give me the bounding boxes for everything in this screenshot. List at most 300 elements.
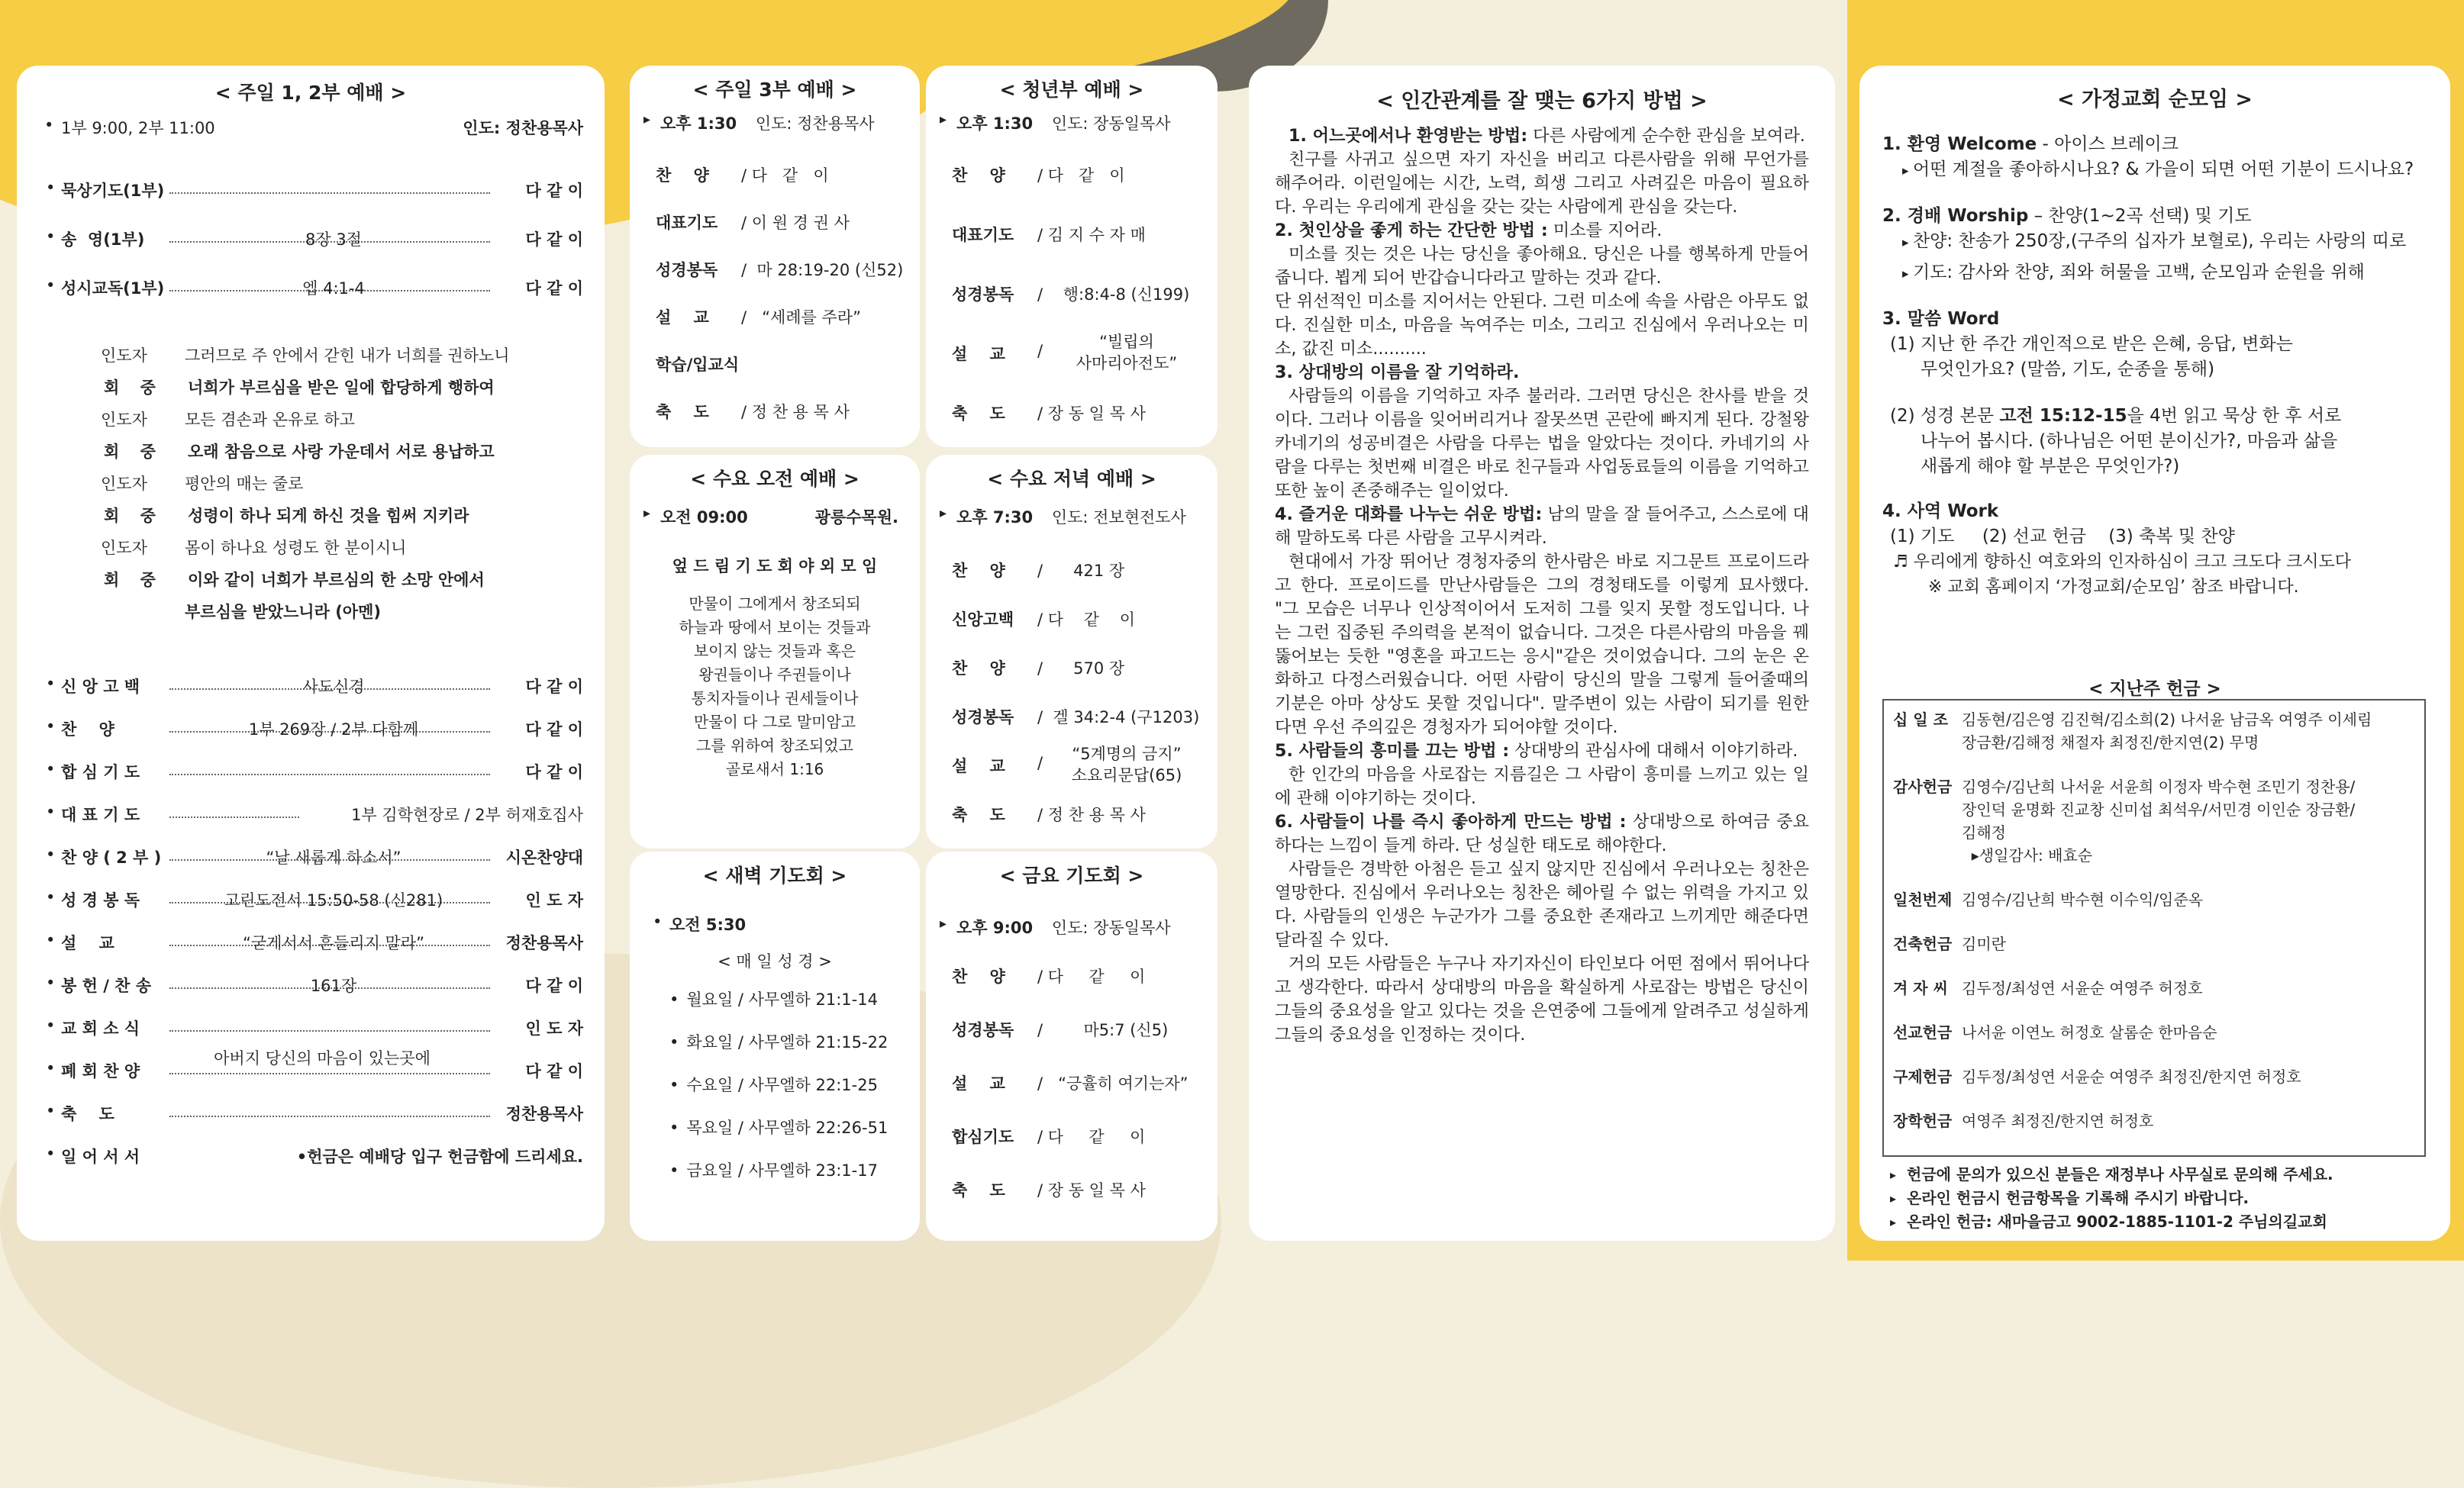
step-1-question-text: 어떤 계절을 좋아하시나요? & 가을이 되면 어떤 기분이 드시나요? [1912, 159, 2414, 179]
offering-name-line: 김영수/김난희 나서윤 서윤희 이정자 박수현 조민기 정찬용/ [1962, 778, 2356, 796]
order-value: / 마5:7 (신5) [1037, 1021, 1169, 1039]
offering-name-line: 김해정 [1962, 823, 2006, 842]
responsive-line [101, 375, 495, 398]
order-label: 성경봉독 [952, 708, 1014, 726]
offering-category: 구제헌금 [1893, 1068, 1953, 1086]
reading-text: 부르심을 받았느니라 (아멘) [185, 603, 381, 621]
order-label: 대 표 기 도 [61, 806, 140, 824]
step-4-heading: 4. 사역 Work [1882, 501, 1999, 521]
wed-morning-time-row [660, 505, 748, 528]
order-value: / [1037, 342, 1043, 360]
dawn-title: < 새벽 기도회 > [702, 865, 847, 887]
offering-name-line: 여영주 최정진/한지연 허정호 [1962, 1112, 2154, 1130]
bullet-icon: • [669, 990, 679, 1009]
bullet-icon: • [46, 717, 56, 736]
responsive-line [101, 568, 485, 591]
triangle-icon: ▸ [1890, 1168, 1897, 1182]
friday-time-row [956, 916, 1171, 939]
reading-row [669, 1158, 878, 1181]
responsive-line [101, 440, 495, 462]
order-row [656, 305, 905, 328]
order-value: / 정 찬 용 목 사 [1037, 806, 1146, 824]
dawn-subtitle: < 매 일 성 경 > [718, 952, 832, 971]
reader-label: 인도자 [101, 346, 147, 365]
home-church-body [1882, 132, 2427, 600]
order-value-line-1: “빌립의 [1099, 333, 1154, 351]
method-1-body: 친구를 사귀고 싶으면 자기 자신을 버리고 다른사람을 위해 무언가를 해주어라. 이런일에는 시간, 노력, 희생 그리고 사려깊은 마음이 필요하다. 우리는 우리에게 관심을 갖는 갖는 사람에게 관심을 갖는다. [1275, 150, 1809, 217]
bullet-icon: • [669, 1076, 679, 1094]
reading-text: 너희가 부르심을 받은 일에 합당하게 행하여 [188, 378, 495, 397]
wed-evening-time-row [956, 505, 1186, 528]
reader-label: 회 중 [104, 571, 163, 589]
order-performer: 다 같 이 [525, 720, 583, 739]
order-value: / 장 동 일 목 사 [1037, 404, 1146, 423]
verse-line: 통치자들이나 권세들이나 [691, 689, 859, 707]
reading-text: 그러므로 주 안에서 갇힌 내가 너희를 권하노니 [185, 346, 510, 365]
order-row [17, 276, 605, 299]
reader-label: 회 중 [104, 378, 163, 397]
order-label: 송 영(1부) [61, 230, 145, 249]
reading-row [669, 1073, 878, 1096]
order-row [656, 353, 905, 375]
wed-morning-time: 오전 09:00 [660, 508, 748, 527]
order-row [952, 745, 1202, 784]
offering-name-line: 김미란 [1962, 935, 2006, 953]
order-value: / 행:8:4-8 (신199) [1037, 285, 1190, 304]
order-value: / 김 지 수 자 매 [1037, 226, 1146, 244]
offering-note-text: 온라인 헌금: 새마을금고 9002-1885-1101-2 주님의길교회 [1907, 1213, 2327, 1231]
method-6-heading: 6. 사람들이 나를 즉시 좋아하게 만드는 방법 : [1275, 812, 1627, 832]
offering-names [1962, 1065, 2301, 1088]
order-label: 찬 양 [61, 720, 114, 739]
order-label: 설 교 [61, 934, 114, 952]
order-label: 축 도 [656, 403, 709, 421]
order-label: 찬 양 [656, 166, 709, 185]
method-4-heading: 4. 즐거운 대화를 나누는 쉬운 방법: [1275, 504, 1543, 524]
order-row [952, 1178, 1202, 1201]
order-value: / 장 동 일 목 사 [1037, 1181, 1146, 1200]
reading-text: 성령이 하나 되게 하신 것을 힘써 지키라 [188, 507, 469, 525]
offering-note-text: 온라인 헌금시 헌금항목을 기록해 주시기 바랍니다. [1907, 1189, 2250, 1207]
method-2-body-2: 단 위선적인 미소를 지어서는 안된다. 그런 미소에 속을 사람은 아무도 없다. 진실한 미소, 마음을 녹여주는 미소, 그리고 진심에서 우러나오는 미소, 값진 미소.......... [1275, 291, 1809, 359]
order-label: 축 도 [952, 806, 1005, 824]
youth-panel [926, 66, 1217, 447]
dotted-leader [169, 1030, 490, 1032]
order-label: 설 교 [952, 1074, 1005, 1093]
bullet-icon: • [669, 1161, 679, 1180]
step-3-heading: 3. 말씀 Word [1882, 309, 2000, 329]
step-1-question [1882, 157, 2427, 184]
bullet-icon: • [46, 1016, 56, 1035]
bullet-icon: • [46, 276, 56, 295]
order-row [656, 258, 905, 281]
order-performer: 다 같 이 [525, 763, 583, 781]
order-label: 합 심 기 도 [61, 763, 140, 781]
order-label: 대표기도 [952, 226, 1014, 244]
order-performer: 인 도 자 [525, 891, 583, 910]
order-performer: 다 같 이 [525, 230, 583, 249]
order-detail: 아버지 당신의 마음이 있는곳에 [214, 1049, 431, 1068]
sunday-time: 1부 9:00, 2부 11:00 [61, 119, 215, 137]
order-detail: 사도신경 [302, 678, 365, 696]
order-detail: 1부 김학현장로 / 2부 허재호집사 [351, 806, 583, 824]
sunday3-panel [630, 66, 920, 447]
order-row [952, 1018, 1202, 1041]
order-value-line-2: 사마리아전도” [1076, 354, 1178, 372]
order-label: 봉 헌 / 찬 송 [61, 977, 152, 995]
reader-label: 인도자 [101, 475, 147, 493]
order-row [17, 1145, 605, 1168]
order-label: 대표기도 [656, 214, 718, 232]
order-row [952, 1125, 1202, 1148]
step-4-items: (1) 기도 (2) 선교 헌금 (3) 축복 및 찬양 [1890, 527, 2235, 546]
step-1-sub: - 아이스 브레이크 [2037, 134, 2179, 154]
order-label: 합심기도 [952, 1128, 1014, 1146]
sunday3-leader: 인도: 정찬용목사 [755, 114, 875, 133]
order-value: / 다 같 이 [741, 166, 829, 185]
triangle-icon: ▸ [1890, 1215, 1897, 1229]
offering-category: 선교헌금 [1893, 1023, 1953, 1042]
order-row [656, 400, 905, 423]
order-performer: 정찬용목사 [505, 1105, 583, 1123]
dotted-leader [169, 774, 490, 775]
sunday3-title: < 주일 3부 예배 > [692, 79, 857, 101]
order-label: 축 도 [952, 404, 1005, 423]
order-row [952, 705, 1202, 728]
order-performer: •헌금은 예배당 입구 헌금함에 드리세요. [296, 1148, 583, 1166]
order-value: / 다 같 이 [1037, 166, 1125, 185]
bullet-icon: • [46, 760, 56, 778]
step-4-song: ♬ 우리에게 향하신 여호와의 인자하심이 크고 크도다 크시도다 [1893, 552, 2351, 572]
order-label: 폐 회 찬 양 [61, 1062, 140, 1081]
responsive-line [101, 504, 469, 527]
step-3-item-2-a: (2) 성경 본문 [1890, 406, 2000, 426]
order-performer: 인 도 자 [525, 1019, 583, 1038]
order-label: 찬 양 [952, 659, 1005, 678]
method-5 [1275, 739, 1809, 763]
offering-name-line: 김두정/최성연 서윤순 여영주 허정호 [1962, 979, 2203, 997]
reader-label: 인도자 [101, 411, 147, 429]
order-label: 찬 양 [952, 562, 1005, 580]
step-2-prayer-text: 기도: 감사와 찬양, 죄와 허물을 고백, 순모임과 순원을 위해 [1912, 262, 2365, 282]
order-value: / 다 같 이 [1037, 610, 1136, 629]
sunday3-time: 오후 1:30 [660, 114, 737, 133]
wed-evening-time: 오후 7:30 [956, 508, 1034, 527]
reading-text: 이와 같이 너희가 부르심의 한 소망 안에서 [188, 571, 485, 589]
method-2-summary: 미소를 지어라. [1547, 221, 1663, 240]
wed-morning-title: < 수요 오전 예배 > [690, 468, 859, 490]
offering-name-line: 장금환/김해정 채절자 최정진/한지연(2) 무명 [1962, 733, 2259, 752]
step-3-item-2b: 나누어 봅시다. (하나님은 어떤 분이신가?, 마음과 삶을 [1921, 431, 2338, 451]
step-2-prayer [1882, 260, 2427, 287]
reading-row [669, 1116, 888, 1139]
method-2-heading: 2. 첫인상을 좋게 하는 간단한 방법 : [1275, 221, 1548, 240]
sunday-service-panel [17, 66, 605, 1241]
step-4-note: ※ 교회 홈페이지 ‘가정교회/순모임’ 참조 바랍니다. [1928, 578, 2299, 597]
sunday-time-row [61, 116, 215, 139]
reading-text: 월요일 / 사무엘하 21:1-14 [686, 990, 878, 1009]
wed-morning-verse [630, 592, 920, 781]
offering-category: 십 일 조 [1893, 710, 1948, 729]
offering-name-line: 장인덕 윤명화 진교창 신미섭 최석우/서민경 이인순 장금환/ [1962, 800, 2356, 819]
order-value: / “긍휼히 여기는자” [1037, 1074, 1188, 1093]
order-row [952, 965, 1202, 987]
wed-morning-panel [630, 455, 920, 849]
verse-line: 골로새서 1:16 [725, 760, 824, 778]
reading-text: 화요일 / 사무엘하 21:15-22 [686, 1033, 889, 1052]
verse-line: 만물이 다 그로 말미암고 [693, 713, 856, 731]
order-row [952, 1071, 1202, 1094]
method-6-summary: 상대방으로 하여금 중요하다는 느낌이 들게 하라. 단 성실한 태도로 해야한다. [1275, 812, 1809, 855]
order-label: 일 어 서 서 [61, 1148, 140, 1166]
order-label: 신 앙 고 백 [61, 678, 140, 696]
step-3 [1882, 307, 2427, 332]
wed-evening-leader: 인도: 전보현전도사 [1051, 508, 1186, 527]
reading-row [669, 1030, 888, 1053]
order-row [952, 803, 1202, 826]
bullet-icon: • [46, 931, 56, 949]
method-4-body: 현대에서 가장 뛰어난 경청자중의 한사람은 바로 지그문트 프로이드라고 한다. 프로이드를 만난사람들은 그의 경청태도를 이렇게 묘사했다. "그 모습은 너무나 인상적이어서 도저히 그를 잊지 못할 정도입니다. 나는 그런 집중된 주의력을 본적이 없습니다. 그것은 다른사람의 마음을 꿰뚫어보는 듯한 "영혼을 파고드는 응시"같은 것이었습니다. 그의 눈은 온화하고 다정스러웠습니다. 어떤 사람이 당신의 말을 그렇게 들어줄때의 기분은 아마 상상도 못할 것입니다". 말주변이 있는 사람이 되기를 원한다면 우선 주의깊은 경청자가 되어야할 것이다. [1275, 552, 1809, 737]
offering-names [1962, 708, 2372, 754]
order-performer: 다 같 이 [525, 977, 583, 995]
method-3-heading: 3. 상대방의 이름을 잘 기억하라. [1275, 362, 1520, 382]
order-performer: 다 같 이 [525, 279, 583, 298]
order-label: 축 도 [61, 1105, 114, 1123]
responsive-line [101, 343, 509, 366]
order-performer: 다 같 이 [525, 678, 583, 696]
order-detail: 8장 3절 [305, 230, 362, 249]
triangle-icon: ▸ [1902, 163, 1913, 179]
verse-line: 왕권들이나 주권들이나 [698, 665, 851, 684]
step-3-item-2-c: 을 4번 읽고 묵상 한 후 서로 [2127, 406, 2342, 426]
verse-line: 만물이 그에게서 창조되되 [689, 594, 861, 613]
order-row [952, 333, 1202, 372]
order-detail: 161장 [310, 977, 357, 995]
offering-name-line: 나서윤 이연노 허정호 살롬순 한마음순 [1962, 1023, 2217, 1042]
order-detail: 1부 269장 / 2부 다함께 [248, 720, 419, 739]
order-detail: “날 새롭게 하소서” [266, 849, 402, 867]
order-value: / 정 찬 용 목 사 [741, 403, 850, 421]
order-value: / 겔 34:2-4 (구1203) [1037, 708, 1200, 726]
order-value: / 다 같 이 [1037, 968, 1146, 986]
step-2-sub: – 찬양(1~2곡 선택) 및 기도 [2028, 206, 2252, 226]
step-2-song-text: 찬양: 찬송가 250장,(구주의 십자가 보혈로), 우리는 사랑의 띠로 [1912, 231, 2407, 251]
order-performer: 시온찬양대 [505, 849, 583, 867]
order-label: 찬 양 [952, 968, 1005, 986]
order-row [952, 223, 1202, 246]
sunday-leader: 인도: 정찬용목사 [463, 119, 583, 137]
dawn-time: 오전 5:30 [669, 916, 747, 934]
reading-text: 금요일 / 사무엘하 23:1-17 [686, 1161, 878, 1180]
order-row [656, 163, 905, 186]
order-row [17, 888, 605, 911]
order-row [952, 282, 1202, 305]
offering-note [1890, 1163, 2333, 1187]
order-label: 축 도 [952, 1181, 1005, 1200]
offering-notes [1890, 1163, 2333, 1234]
offering-note [1890, 1210, 2333, 1234]
reading-text: 수요일 / 사무엘하 22:1-25 [686, 1076, 878, 1094]
friday-time: 오후 9:00 [956, 919, 1034, 937]
bullet-icon: • [46, 179, 56, 197]
offering-name-line: ▸생일감사: 배효순 [1962, 846, 2093, 865]
order-value: / 421 장 [1037, 562, 1125, 580]
step-1-heading: 1. 환영 Welcome [1882, 134, 2037, 154]
method-4-summary: 남의 말을 잘 들어주고, 스스로에 대해 말하도록 다른 사람을 고무시켜라. [1275, 504, 1809, 548]
order-row [17, 675, 605, 697]
method-5-body: 한 인간의 마음을 사로잡는 지름길은 그 사람이 흥미를 느끼고 있는 일에 관해 이야기하는 것이다. [1275, 765, 1809, 808]
order-label: 찬 양 ( 2 부 ) [61, 849, 162, 867]
youth-leader: 인도: 장동일목사 [1051, 114, 1171, 133]
offering-names [1962, 888, 2203, 911]
relations-body [1275, 124, 1809, 1047]
triangle-icon: ▸ [1902, 266, 1913, 282]
step-3-item-1b: 무엇인가요? (말씀, 기도, 순종을 통해) [1921, 359, 2215, 379]
order-row [952, 163, 1202, 186]
wed-morning-place: 광릉수목원. [814, 508, 898, 527]
offering-name-line: 김영수/김난희 박수현 이수익/임준옥 [1962, 891, 2203, 909]
step-2-heading: 2. 경배 Worship [1882, 206, 2029, 226]
relations-title: < 인간관계를 잘 맺는 6가지 방법 > [1376, 89, 1708, 113]
responsive-line [101, 407, 355, 430]
responsive-line [101, 536, 406, 559]
order-row [952, 656, 1202, 679]
method-1-heading: 1. 어느곳에서나 환영받는 방법: [1288, 126, 1528, 146]
reader-label: 인도자 [101, 539, 147, 557]
step-2 [1882, 204, 2427, 229]
youth-time: 오후 1:30 [956, 114, 1034, 133]
bullet-icon: • [46, 803, 56, 821]
friday-title: < 금요 기도회 > [999, 865, 1144, 887]
order-label: 교 회 소 식 [61, 1019, 140, 1038]
order-row [17, 1016, 605, 1039]
order-row [17, 845, 605, 868]
offering-category: 겨 자 씨 [1893, 979, 1948, 997]
order-detail: “굳게서서 흔들리지 말라” [243, 934, 424, 952]
dotted-leader [169, 1073, 490, 1074]
order-value: / “세례를 주라” [741, 308, 861, 327]
order-value-line-2: 소요리문답(65) [1071, 766, 1182, 784]
order-label: 설 교 [656, 308, 709, 327]
order-row [17, 931, 605, 954]
dotted-leader [169, 192, 490, 194]
bullet-icon: • [669, 1033, 679, 1052]
method-1 [1275, 124, 1809, 148]
order-value: / 이 원 경 권 사 [741, 214, 850, 232]
order-detail: 엡 4:1-4 [302, 279, 365, 298]
bullet-icon: • [46, 227, 56, 246]
bullet-icon: • [669, 1119, 679, 1137]
order-row [17, 760, 605, 783]
bullet-icon: • [46, 1102, 56, 1120]
method-4 [1275, 503, 1809, 550]
order-value: / 570 장 [1037, 659, 1125, 678]
wed-evening-title: < 수요 저녁 예배 > [987, 468, 1156, 490]
method-3 [1275, 361, 1809, 385]
triangle-icon: ▸ [1890, 1191, 1897, 1206]
bullet-icon: • [46, 974, 56, 992]
order-row [17, 974, 605, 997]
reading-text: 오래 참음으로 사랑 가운데서 서로 용납하고 [188, 443, 495, 461]
method-5-heading: 5. 사람들의 흥미를 끄는 방법 : [1275, 741, 1510, 761]
reading-text: 몸이 하나요 성령도 한 분이시니 [185, 539, 407, 557]
offering-names [1962, 932, 2006, 955]
step-4 [1882, 499, 2427, 524]
order-performer: 정찬용목사 [505, 934, 583, 952]
reader-label: 회 중 [104, 443, 163, 461]
responsive-line [101, 600, 381, 623]
offering-names [1962, 1110, 2153, 1132]
sunday3-time-row [660, 111, 875, 134]
order-label: 성 경 봉 독 [61, 891, 140, 910]
home-church-panel [1859, 66, 2450, 1241]
order-value-line-1: “5계명의 금지” [1072, 745, 1182, 763]
order-label: 성경봉독 [952, 1021, 1014, 1039]
order-label: 설 교 [952, 757, 1005, 775]
step-3-item-2 [1882, 404, 2427, 429]
reading-row [669, 987, 878, 1010]
home-church-title: < 가정교회 순모임 > [2056, 88, 2253, 111]
offering-category: 일천번제 [1893, 891, 1953, 909]
triangle-icon: ▸ [1902, 235, 1913, 250]
order-value: / 다 같 이 [1037, 1128, 1146, 1146]
order-row [952, 607, 1202, 630]
order-label: 학습/입교식 [656, 356, 740, 374]
order-value: / 마 28:19-20 (신52) [741, 261, 904, 279]
offering-names [1962, 977, 2203, 1000]
reading-text: 평안의 매는 줄로 [185, 475, 304, 493]
order-performer: 다 같 이 [525, 1062, 583, 1081]
method-2 [1275, 219, 1809, 243]
order-label: 묵상기도(1부) [61, 182, 165, 200]
order-row [952, 559, 1202, 581]
bullet-icon: • [46, 675, 56, 693]
step-3-item-2-passage: 고전 15:12-15 [1999, 406, 2127, 426]
bullet-icon: • [46, 888, 56, 907]
order-row [17, 227, 605, 250]
order-value: / [1037, 754, 1043, 772]
method-6-body: 사람들은 경박한 아첨은 듣고 싶지 않지만 진심에서 우러나오는 칭찬은 열망한다. 진심에서 우러나오는 칭찬은 헤아릴 수 없는 위력을 가지고 있다. 사람들의 인생은 누군가가 그를 중요한 존재라고 느끼게만 해준다면 달라질 수 있다. [1275, 859, 1809, 950]
youth-title: < 청년부 예배 > [999, 79, 1144, 101]
order-label: 성경봉독 [656, 261, 718, 279]
dawn-time-row [669, 913, 746, 936]
order-row [952, 401, 1202, 424]
bullet-icon: • [46, 845, 56, 864]
responsive-line [101, 472, 303, 494]
step-3-item-2c: 새롭게 해야 할 부분은 무엇인가?) [1921, 456, 2180, 476]
wed-morning-subtitle: 엎 드 림 기 도 회 야 외 모 임 [672, 557, 878, 575]
reading-text: 모든 겸손과 온유로 하고 [185, 411, 355, 429]
method-2-body: 미소를 짓는 것은 나는 당신을 좋아해요. 당신은 나를 행복하게 만들어 줍니다. 뵙게 되어 반갑습니다라고 말하는 것과 같다. [1275, 244, 1809, 288]
offering-name-line: 김동현/김은영 김진혁/김소희(2) 나서윤 남금옥 여영주 이세림 [1962, 710, 2372, 729]
friday-leader: 인도: 장동일목사 [1051, 919, 1171, 937]
order-row [17, 1102, 605, 1125]
wed-evening-panel [926, 455, 1217, 849]
step-3-item-1: (1) 지난 한 주간 개인적으로 받은 은혜, 응답, 변화는 [1890, 334, 2293, 354]
sunday-service-title: < 주일 1, 2부 예배 > [214, 82, 407, 104]
youth-time-row [956, 111, 1171, 134]
reader-label: 회 중 [104, 507, 163, 525]
reading-text: 목요일 / 사무엘하 22:26-51 [686, 1119, 889, 1137]
method-6-body-2: 거의 모든 사람들은 누구나 자기자신이 타인보다 어떤 점에서 뛰어나다고 생각한다. 따라서 상대방의 마음을 확실하게 사로잡는 방법은 당신이 그들의 중요성을 알고 있다는 것을 은연중에 그들에게 알려주고 성실하게 그들의 중요성을 인정하는 것이다. [1275, 954, 1809, 1045]
dotted-leader [169, 1116, 490, 1117]
offering-names [1962, 775, 2355, 867]
step-1 [1882, 132, 2427, 157]
friday-panel [926, 852, 1217, 1241]
order-performer: 다 같 이 [525, 182, 583, 200]
offering-table [1882, 699, 2426, 1157]
order-label: 성경봉독 [952, 285, 1014, 304]
